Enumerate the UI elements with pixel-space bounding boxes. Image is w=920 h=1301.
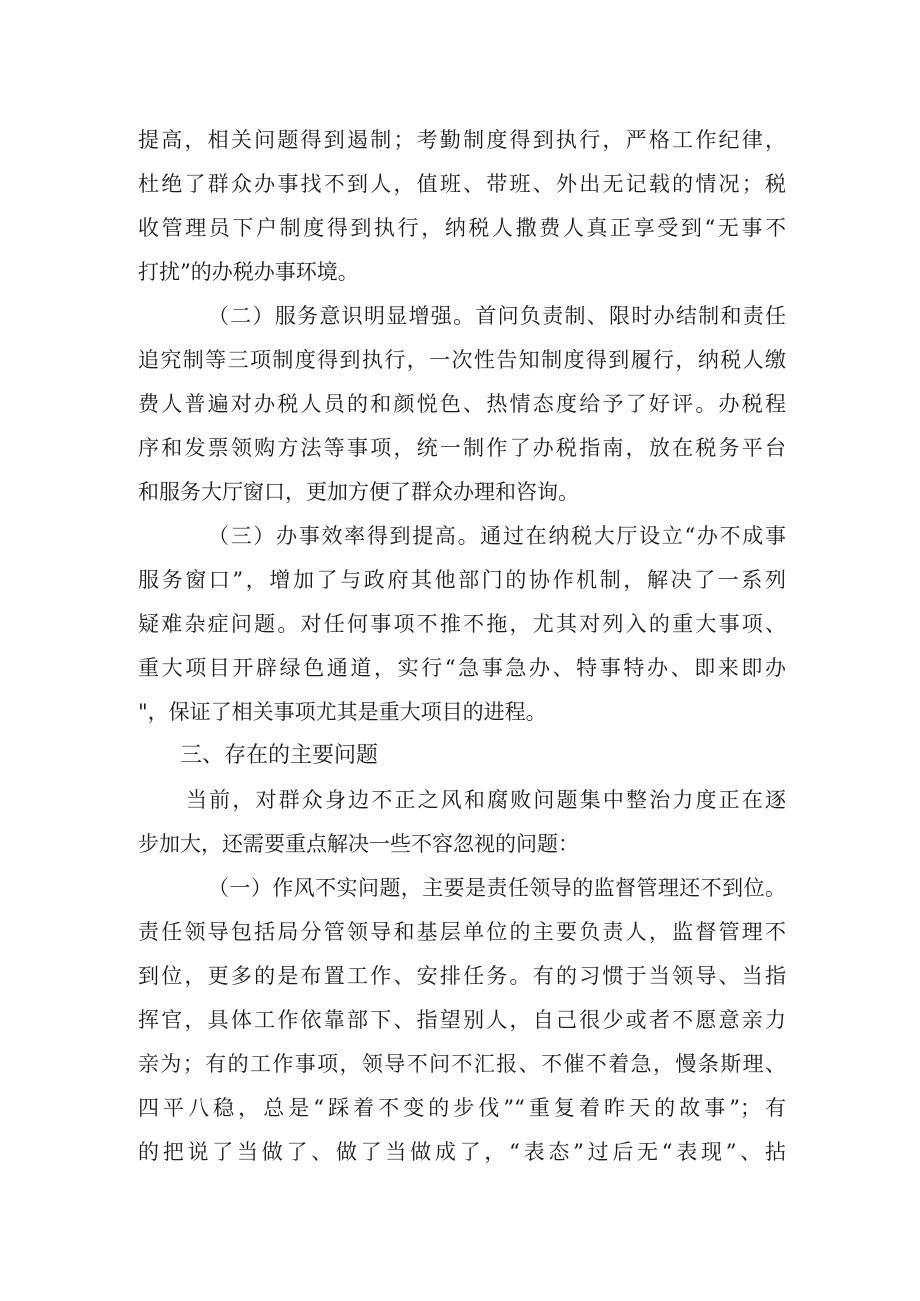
text-line: 当前，对群众身边不正之风和腐败问题集中整治力度正在逐	[186, 788, 786, 812]
section-heading: 三、存在的主要问题	[180, 743, 379, 768]
paragraph-heading-line: （一）作风不实问题，主要是责任领导的监督管理还不到位。	[208, 876, 786, 900]
text-line: 重大项目开辟绿色通道，实行“急事急办、特事特办、即来即办	[138, 656, 786, 680]
text-line: 序和发票领购方法等事项，统一制作了办税指南，放在税务平台	[138, 436, 786, 460]
text-line: 杜绝了群众办事找不到人，值班、带班、外出无记载的情况；税	[138, 172, 786, 196]
text-line: 提高，相关问题得到遏制；考勤制度得到执行，严格工作纪律，	[138, 128, 786, 152]
text-line: 亲为；有的工作事项，领导不问不汇报、不催不着急，慢条斯理、	[138, 1052, 786, 1076]
text-line: 责任领导包括局分管领导和基层单位的主要负责人，监督管理不	[138, 920, 786, 944]
text-line: 疑难杂症问题。对任何事项不推不拖，尤其对列入的重大事项、	[138, 612, 786, 636]
text-line: 四平八稳，总是“踩着不变的步伐”“重复着昨天的故事”；有	[138, 1096, 786, 1120]
text-line: 挥官，具体工作依靠部下、指望别人，自己很少或者不愿意亲力	[138, 1008, 786, 1032]
text-line: 的把说了当做了、做了当做成了，“表态”过后无“表现”、拈	[138, 1140, 786, 1164]
paragraph-heading-line: （二）服务意识明显增强。首问负责制、限时办结制和责任	[208, 304, 786, 328]
text-line: 服务窗口”，增加了与政府其他部门的协作机制，解决了一系列	[138, 568, 786, 592]
text-line: "，保证了相关事项尤其是重大项目的进程。	[138, 700, 547, 724]
text-line: 到位，更多的是布置工作、安排任务。有的习惯于当领导、当指	[138, 964, 786, 988]
text-line: 收管理员下户制度得到执行，纳税人撒费人真正享受到“无事不	[138, 216, 786, 240]
text-line: 费人普遍对办税人员的和颜悦色、热情态度给予了好评。办税程	[138, 392, 786, 416]
text-line: 追究制等三项制度得到执行，一次性告知制度得到履行，纳税人缴	[138, 348, 786, 372]
text-line: 步加大，还需要重点解决一些不容忽视的问题：	[138, 832, 579, 856]
paragraph-heading-line: （三）办事效率得到提高。通过在纳税大厅设立“办不成事	[208, 524, 786, 548]
text-line: 打扰”的办税办事环境。	[138, 260, 359, 284]
text-line: 和服务大厅窗口，更加方便了群众办理和咨询。	[138, 480, 579, 504]
